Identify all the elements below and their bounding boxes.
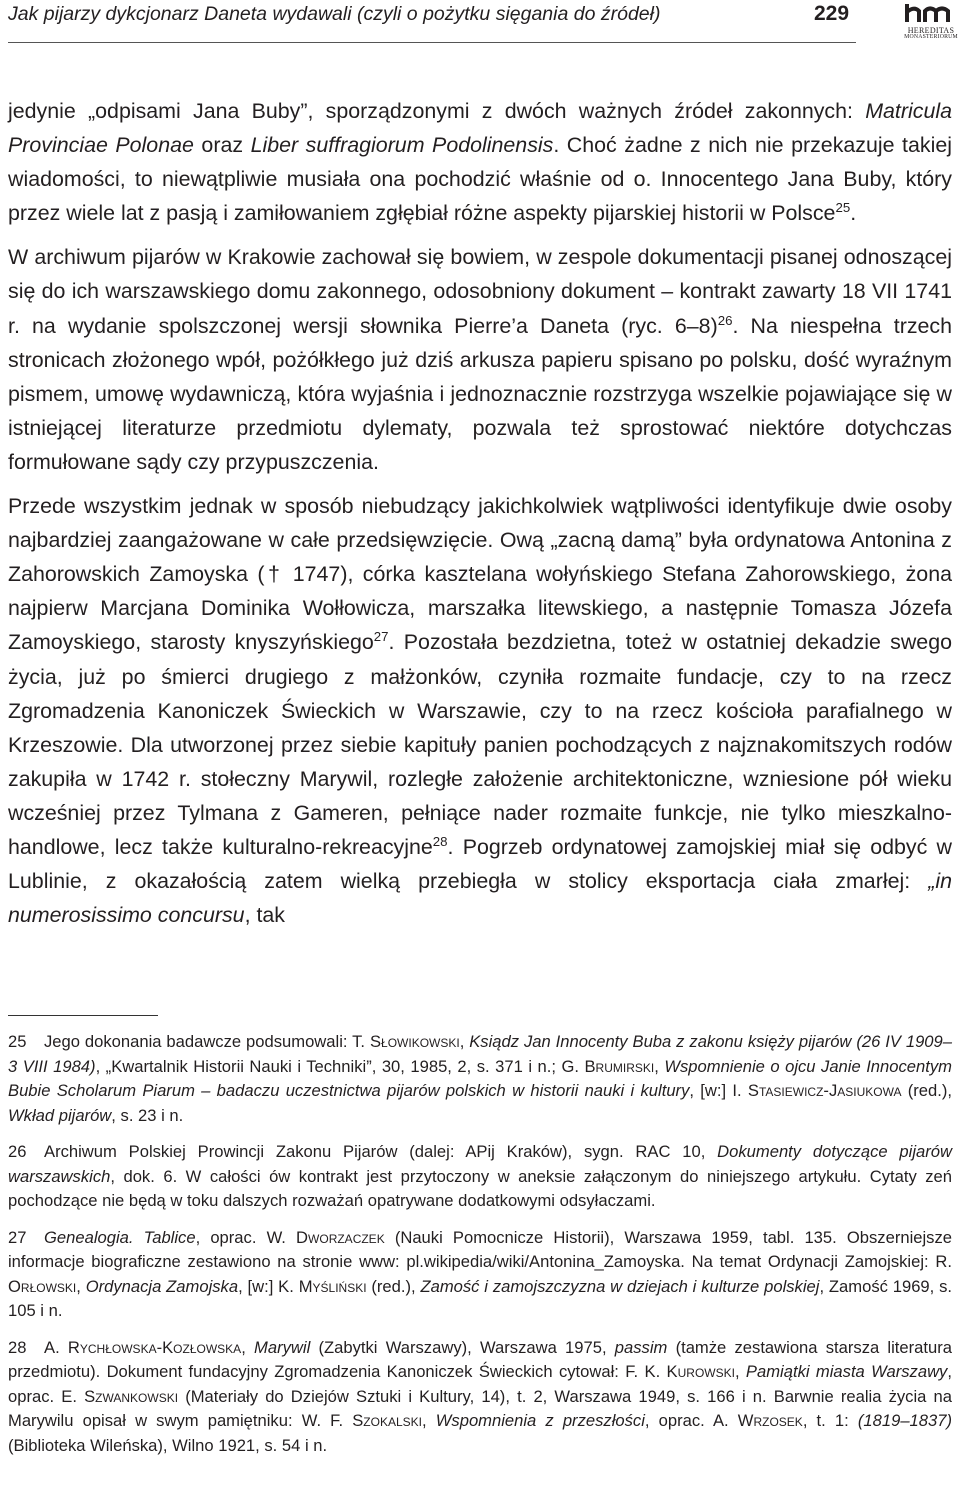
footnote-27: 27 Genealogia. Tablice, oprac. W. Dworzaczek (Nauki Pomocnicze Historii), Warszawa 1959, tabl. 135. Obszerniejsze informacje biograficzne zestawiono na stronie www: pl.wikipedia/wiki/Antonina_Zamoyska. Na temat Ordynacji Zamojskiej: R. Orłowski, Ordynacja Zamojska, [w:] K. Myśliński (red.), Zamość i zamojszczyzna w dziejach i kulturze polskiej, Zamość 1969, s. 105 i n. <box>8 1227 953 1320</box>
footnotes <box>8 1030 952 1470</box>
footnote-ref-27[interactable]: 27 <box>373 629 389 645</box>
paragraph-2: W archiwum pijarów w Krakowie zachował się bowiem, w zespole dokumentacji pisanej odnoszącej się do ich warszawskiego domu zakonnego, odosobniony dokument – kontrakt zawarty 18 VII 1741 r. na wydanie spolszczonej wersji słownika Pierre’a Daneta (ryc. 6–8)$^{26}$. Na niespełna trzech stronicach złożonego wpół, pożółkłego już dziś arkusza papieru spisano po polsku, dość wyraźnym pismem, umowę wydawniczą, która wyjaśnia i jednoznacznie rozstrzyga wszelkie pojawiające się w istniejącej literaturze przedmiotu dylematy, pozwala też sprostować niektóre dotychczas formułowane sądy czy przypuszczenia. <box>8 245 952 474</box>
main-text <box>8 94 952 932</box>
footnote-number: 25 <box>8 1032 27 1051</box>
running-title: Jak pijarzy dykcjonarz Daneta wydawali (czyli o pożytku sięgania do źródeł) <box>8 3 661 25</box>
paragraph-1: jedynie „odpisami Jana Buby”, sporządzonymi z dwóch ważnych źródeł zakonnych: Matricula Provinciae Polonae oraz Liber suffragiorum Podolinensis. Choć żadne z nich nie przekazuje takiej wiadomości, to niewątpliwie musiała ona pochodzić właśnie od o. Innocentego Jana Buby, który przez wiele lat z pasją i zamiłowaniem zgłębiał różne aspekty pijarskiej historii w Polsce$^{25}$. <box>8 99 952 226</box>
footnote-number: 28 <box>8 1337 27 1357</box>
page-number: 229 <box>814 2 850 25</box>
paragraph-3: Przede wszystkim jednak w sposób niebudzący jakichkolwiek wątpliwości identyfikuje dwie osoby najbardziej zaangażowane w całe przedsięwzięcie. Ową „zacną damą” była ordynatowa Antonina z Zahorowskich Zamoyska († 1747), córka kasztelana wołyńskiego Stefana Zahorowskiego, żona najpierw Marcjana Dominika Wołłowicza, marszałka litewskiego, a następnie Tomasza Józefa Zamoyskiego, starosty knyszyńskiego$^{27}$. Pozostała bezdzietna, toteż w ostatniej dekadzie swego życia, już po śmierci drugiego z małżonków, czyniła rozmaite fundacje, czy to na rzecz Zgromadzenia Kanoniczek Świeckich w Warszawie, czy to na rzecz kościoła parafialnego w Krzeszowie. Dla utworzonej przez siebie kapituły panien pochodzących z najznakomitszych rodów zakupiła w 1742 r. stołeczny Marywil, rozległe założenie architektoniczne, wzniesione pół wieku wcześniej przez Tylmana z Gameren, pełniące nader rozmaite funkcje, nie tylko mieszkalno-handlowe, lecz także kulturalno-rekreacyjne$^{28}$. Pogrzeb ordynatowej zamojskiej miał się odbyć w Lublinie, z okazałością zatem wielką przebiegła w stolicy eksportacja ciała zmarłej: „in numerosissimo concursu, tak <box>8 494 952 928</box>
footnote-number: 26 <box>8 1142 27 1161</box>
footnote-25: 25 Jego dokonania badawcze podsumowali: T. Słowikowski, Ksiądz Jan Innocenty Buba z zakonu księży pijarów (26 IV 1909–3 VIII 1984), „Kwartalnik Historii Nauki i Techniki”, 30, 1985, 2, s. 371 i n.; G. Brumirski, Wspomnienie o ojcu Janie Innocentym Bubie Scholarum Piarum – badaczu uczestnictwa pijarów polskich w historii nauki i kultury, [w:] I. Stasiewicz-Jasiukowa (red.), Wkład pijarów, s. 23 i n. <box>8 1032 953 1125</box>
footnote-ref-25[interactable]: 25 <box>835 200 851 216</box>
page-header <box>8 0 958 44</box>
footnote-ref-26[interactable]: 26 <box>717 312 733 328</box>
header-divider <box>8 42 856 43</box>
logo-text-line2: MONASTERIORUM <box>904 34 958 40</box>
footnote-28: 28 A. Rychłowska-Kozłowska, Marywil (Zabytki Warszawy), Warszawa 1975, passim (tamże zestawiona starsza literatura przedmiotu). Dokument fundacyjny Zgromadzenia Kanoniczek Świeckich cytował: F. K. Kurowski, Pamiątki miasta Warszawy, oprac. E. Szwankowski (Materiały do Dziejów Sztuki i Kultury, 14), t. 2, Warszawa 1949, s. 166 i n. Barwnie realia życia na Marywilu opisał w swym pamiętniku: W. F. Szokalski, Wspomnienia z przeszłości, oprac. A. Wrzosek, t. 1: (1819–1837) (Biblioteka Wileńska), Wilno 1921, s. 54 i n. <box>8 1337 952 1455</box>
footnote-ref-28[interactable]: 28 <box>432 833 448 849</box>
footnote-number: 27 <box>8 1227 27 1247</box>
logo-text-line1: HEREDITAS <box>907 26 955 35</box>
hm-logo-mark <box>905 2 957 24</box>
publisher-logo <box>901 2 960 42</box>
footnote-26: 26 Archiwum Polskiej Prowincji Zakonu Pijarów (dalej: APij Kraków), sygn. RAC 10, Dokumenty dotyczące pijarów warszawskich, dok. 6. W całości ów kontrakt jest przytoczony w aneksie załączonym do niniejszego artykułu. Cytaty zeń pochodzące nie będą w toku dalszych rozważań opatrywane dodatkowymi odsyłaczami. <box>8 1142 952 1210</box>
footnote-divider <box>8 1015 158 1016</box>
